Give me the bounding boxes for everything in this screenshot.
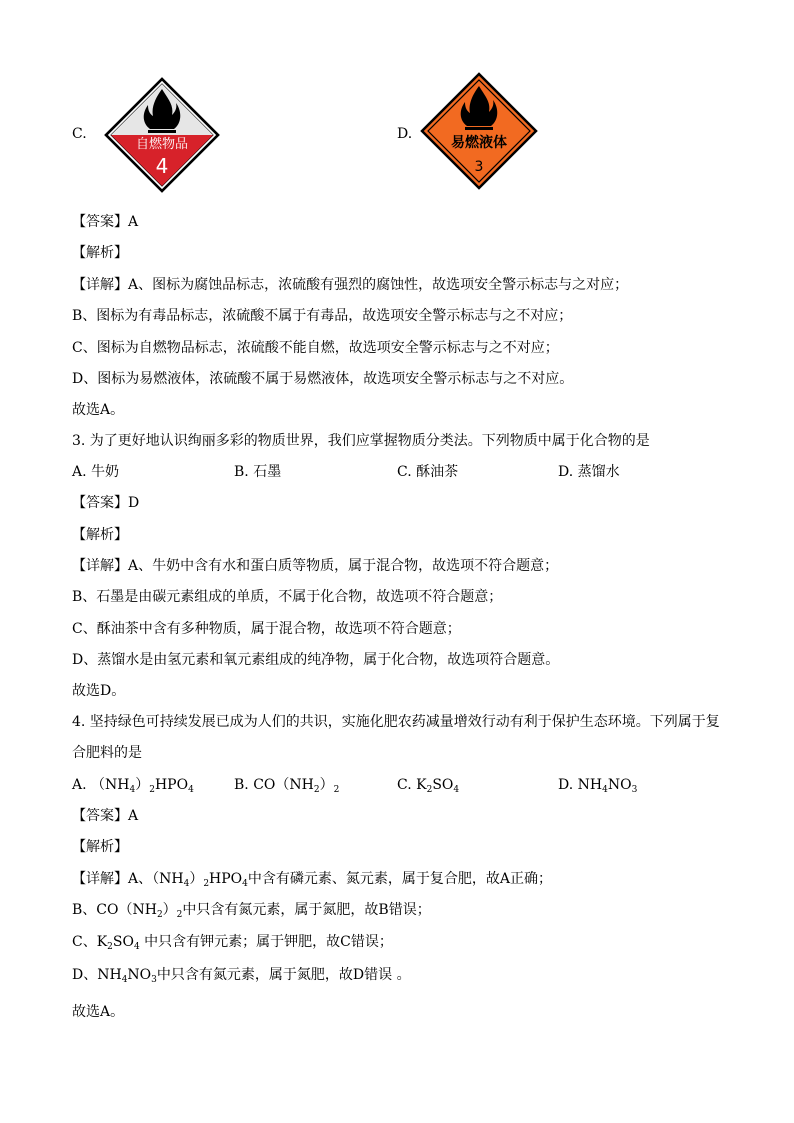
- q3-option-c: C. 酥油茶: [397, 464, 459, 480]
- q3-answer: 【答案】D: [72, 495, 140, 511]
- q2-detail-b: B、图标为有毒品标志，浓硫酸不属于有毒品，故选项安全警示标志与之不对应；: [72, 308, 573, 324]
- q3-option-d: D. 蒸馏水: [558, 464, 620, 480]
- option-c-letter: C.: [72, 126, 87, 142]
- q4-detail-c: C、$K_2SO_4$ 中只含有钾元素；属于钾肥，故C错误；: [72, 934, 393, 952]
- q2-analysis-heading: 【解析】: [72, 245, 128, 261]
- option-d-letter: D.: [397, 126, 413, 142]
- q4-detail-d: D、$NH_4NO_3$中只含有氮元素，属于氮肥，故D错误 。: [72, 967, 411, 985]
- sign-c-number: 4: [155, 154, 169, 178]
- q3-detail-c: C、酥油茶中含有多种物质，属于混合物，故选项不符合题意；: [72, 621, 461, 637]
- q4-analysis-heading: 【解析】: [72, 839, 128, 855]
- sign-c-label: 自燃物品: [135, 137, 189, 152]
- sign-d-label: 易燃液体: [451, 135, 507, 151]
- q3-option-b: B. 石墨: [234, 464, 282, 480]
- q2-detail-d: D、图标为易燃液体，浓硫酸不属于易燃液体，故选项安全警示标志与之不对应。: [72, 371, 574, 387]
- q4-option-a: A. $(NH_4)_2HPO_4$: [72, 777, 194, 795]
- q3-analysis-heading: 【解析】: [72, 527, 128, 543]
- q4-option-c: C. $K_2SO_4$: [397, 777, 460, 795]
- q4-detail-a: 【详解】A、$(NH_4)_2HPO_4$中含有磷元素、氮元素，属于复合肥，故A正确；: [72, 871, 552, 889]
- q4-detail-b: B、$CO(NH_2)_2$中只含有氮元素，属于氮肥，故B错误；: [72, 902, 431, 920]
- q4-answer: 【答案】A: [72, 808, 139, 824]
- sign-d-number: 3: [474, 159, 484, 175]
- q4-option-d: D. $NH_4NO_3$: [558, 777, 638, 795]
- q4-question-line1: 4. 坚持绿色可持续发展已成为人们的共识，实施化肥农药减量增效行动有利于保护生态环境。下列属于复: [72, 714, 720, 730]
- spontaneous-combustion-sign: [104, 77, 220, 193]
- q3-detail-b: B、石墨是由碳元素组成的单质，不属于化合物，故选项不符合题意；: [72, 589, 503, 605]
- flammable-liquid-sign: [420, 72, 538, 190]
- q2-detail-a: 【详解】A、图标为腐蚀品标志，浓硫酸有强烈的腐蚀性，故选项安全警示标志与之对应；: [72, 277, 629, 293]
- q3-option-a: A. 牛奶: [72, 464, 120, 480]
- q3-conclusion: 故选D。: [72, 683, 126, 699]
- q3-detail-a: 【详解】A、牛奶中含有水和蛋白质等物质，属于混合物，故选项不符合题意；: [72, 558, 559, 574]
- q4-question-line2: 合肥料的是: [72, 745, 142, 761]
- q3-detail-d: D、蒸馏水是由氢元素和氧元素组成的纯净物，属于化合物，故选项符合题意。: [72, 652, 560, 668]
- q2-detail-c: C、图标为自燃物品标志，浓硫酸不能自燃，故选项安全警示标志与之不对应；: [72, 340, 559, 356]
- q3-question: 3. 为了更好地认识绚丽多彩的物质世界，我们应掌握物质分类法。下列物质中属于化合物的是: [72, 433, 650, 449]
- q4-conclusion: 故选A。: [72, 1004, 125, 1020]
- q4-option-b: B. $CO(NH_2)_2$: [234, 777, 340, 795]
- q2-conclusion: 故选A。: [72, 402, 125, 418]
- q2-answer: 【答案】A: [72, 214, 139, 230]
